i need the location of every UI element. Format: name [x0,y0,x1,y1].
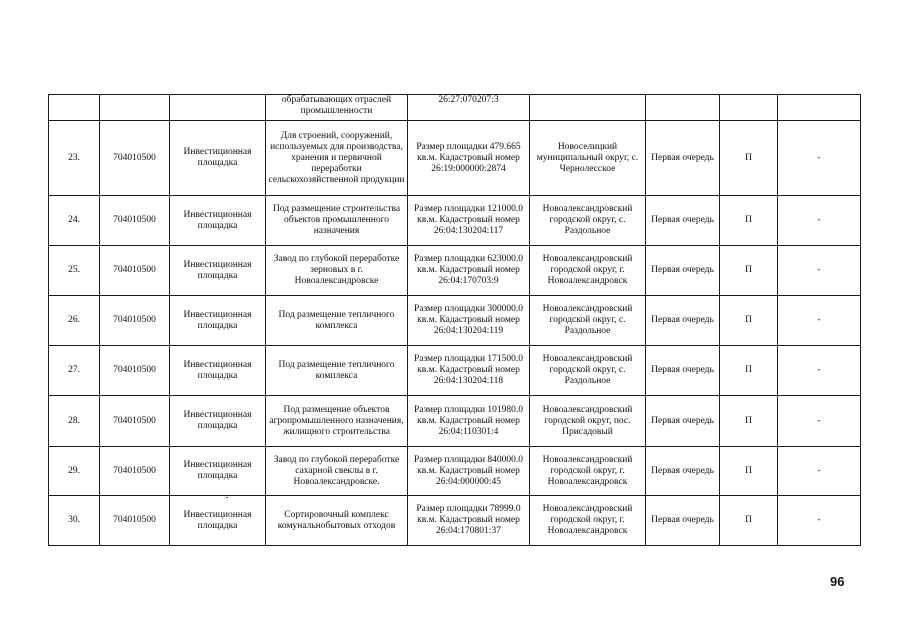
cell-code: 704010500 [100,447,170,496]
table-row [49,396,861,447]
cell-purpose: Под размещение строительства объектов промышленного назначения [266,196,408,246]
cell-details: Размер площадки 840000.0 кв.м. Кадастровый номер 26:04:000000:45 [408,447,530,496]
cell-type: Инвестиционная площадка [170,346,266,396]
cell-code: 704010500 [100,346,170,396]
cell-code: 704010500 [100,496,170,546]
page-number: 96 [830,574,845,589]
cell-mark: П [720,447,778,496]
cell-location: Новоалександровский городской округ, с. Раздольное [530,346,646,396]
cell-details: Размер площадки 479.665 кв.м. Кадастровый номер 26:19:000000:2874 [408,121,530,196]
cell-num: 28. [49,396,100,447]
cell-extra: - [778,496,861,546]
cell-type: Инвестиционная площадка [170,447,266,496]
cell-num: 30. [49,496,100,546]
cell-mark: П [720,296,778,346]
cell-priority: Первая очередь [646,246,720,296]
cell-priority: Первая очередь [646,346,720,396]
cell-extra: - [778,246,861,296]
cell-details: Размер площадки 623000.0 кв.м. Кадастровый номер 26:04:170703:9 [408,246,530,296]
table-row [49,196,861,246]
cell-type: Инвестиционная площадка [170,246,266,296]
cell-purpose: Завод по глубокой переработке зерновых в г. Новоалександровске [266,246,408,296]
table-row-continuation [49,95,861,121]
cell-extra: - [778,196,861,246]
cell-num: 27. [49,346,100,396]
cell-mark: П [720,121,778,196]
cell-location [530,95,646,121]
cell-purpose: Под размещение тепличного комплекса [266,346,408,396]
cell-purpose: Под размещение тепличного комплекса [266,296,408,346]
cell-location: Новоалександровский городской округ, г. Новоалександровск [530,496,646,546]
table-row [49,246,861,296]
cell-mark [720,95,778,121]
table-row [49,296,861,346]
cell-details: Размер площадки 121000.0 кв.м. Кадастровый номер 26:04:130204:117 [408,196,530,246]
cell-code: 704010500 [100,196,170,246]
cell-details: 26:27:070207:3 [408,95,530,121]
cell-location: Новоселицкий муниципальный округ, с. Чернолесское [530,121,646,196]
cell-priority: Первая очередь [646,121,720,196]
investment-sites-table [48,94,861,546]
cell-code: 704010500 [100,121,170,196]
cell-type: Инвестиционная площадка [170,296,266,346]
cell-purpose: Для строений, сооружений, используемых для производства, хранения и первичной переработки сельскохозяйственной продукции [266,121,408,196]
table-body [49,95,861,546]
cell-priority: Первая очередь [646,296,720,346]
cell-type: Инвестиционная площадка [170,496,266,546]
cell-purpose: обрабатывающих отраслей промышленности [266,95,408,121]
cell-details: Размер площадки 78999.0 кв.м. Кадастровый номер 26:04:170801:37 [408,496,530,546]
cell-num: 24. [49,196,100,246]
cell-location: Новоалександровский городской округ, с. Раздольное [530,296,646,346]
cell-extra: - [778,121,861,196]
cell-priority: Первая очередь [646,496,720,546]
cell-mark: П [720,396,778,447]
cell-extra: - [778,396,861,447]
cell-code [100,95,170,121]
cell-code: 704010500 [100,396,170,447]
table-row [49,447,861,496]
cell-code: 704010500 [100,296,170,346]
cell-purpose: Завод по глубокой переработке сахарной свеклы в г. Новоалександровске. [266,447,408,496]
cell-priority: Первая очередь [646,396,720,447]
cell-extra: - [778,296,861,346]
cell-num: 23. [49,121,100,196]
cell-code: 704010500 [100,246,170,296]
cell-priority [646,95,720,121]
cell-purpose: Сортировочный комплекс комунальнобытовых отходов [266,496,408,546]
cell-type: Инвестиционная площадка [170,196,266,246]
cell-num: 29. [49,447,100,496]
cell-num [49,95,100,121]
cell-details: Размер площадки 101980.0 кв.м. Кадастровый номер 26:04:110301:4 [408,396,530,447]
cell-extra [778,95,861,121]
cell-mark: П [720,246,778,296]
cell-priority: Первая очередь [646,447,720,496]
scan-speck [226,497,228,498]
cell-type: Инвестиционная площадка [170,396,266,447]
cell-location: Новоалександровский городской округ, пос. Присадовый [530,396,646,447]
cell-details: Размер площадки 300000.0 кв.м. Кадастровый номер 26:04:130204:119 [408,296,530,346]
cell-type: Инвестиционная площадка [170,121,266,196]
cell-mark: П [720,496,778,546]
cell-extra: - [778,346,861,396]
table-row [49,346,861,396]
cell-details: Размер площадки 171500.0 кв.м. Кадастровый номер 26:04:130204:118 [408,346,530,396]
cell-num: 25. [49,246,100,296]
cell-location: Новоалександровский городской округ, с. Раздольное [530,196,646,246]
cell-mark: П [720,346,778,396]
cell-purpose: Под размещение объектов агропромышленного назначения, жилищного строительства [266,396,408,447]
cell-location: Новоалександровский городской округ, г. Новоалександровск [530,447,646,496]
cell-type [170,95,266,121]
table-row [49,121,861,196]
cell-priority: Первая очередь [646,196,720,246]
cell-extra: - [778,447,861,496]
cell-location: Новоалександровский городской округ, г. Новоалександровск [530,246,646,296]
cell-num: 26. [49,296,100,346]
table-row [49,496,861,546]
cell-mark: П [720,196,778,246]
